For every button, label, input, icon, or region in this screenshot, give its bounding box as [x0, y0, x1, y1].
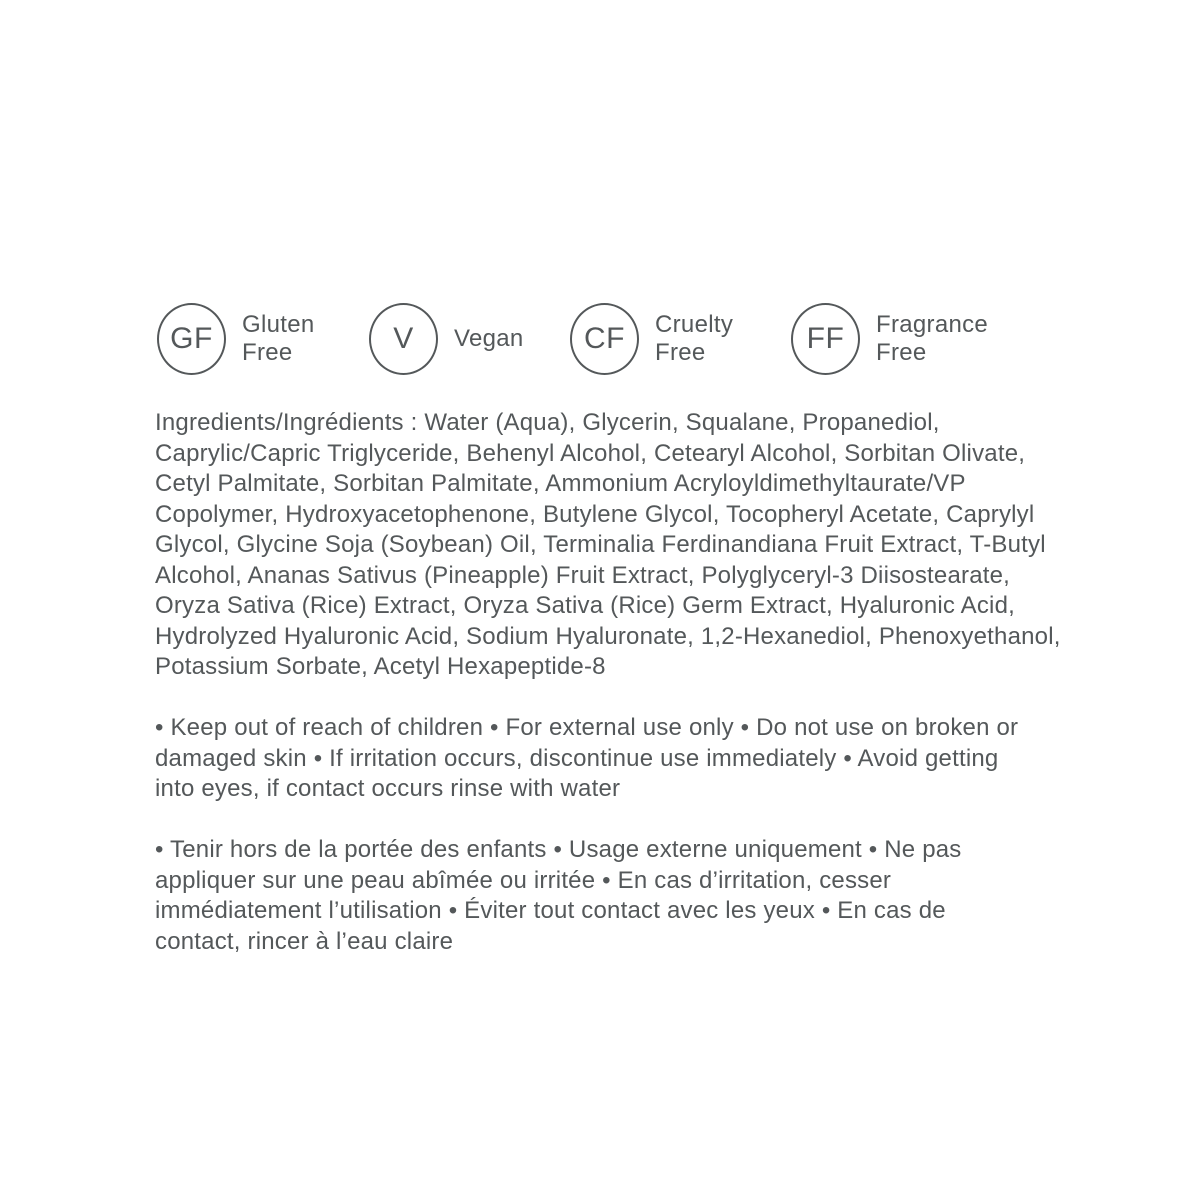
fragrance-free-icon	[791, 303, 860, 375]
fragrance-free-abbr: FF	[806, 322, 845, 355]
cruelty-free-icon	[570, 303, 639, 375]
fragrance-free-label: Fragrance Free	[876, 311, 989, 366]
vegan-icon	[369, 303, 438, 375]
vegan-label: Vegan	[454, 324, 524, 352]
cruelty-free-label: Cruelty Free	[655, 311, 734, 366]
badge-fragrance-free	[791, 302, 988, 375]
ingredients-list: Ingredients/Ingrédients : Water (Aqua), Glycerin, Squalane, Propanediol, Caprylic/Capric Triglyceride, Behenyl Alcohol, Cetearyl Alcohol, Sorbitan Olivate, Cetyl Palmitate, Sorbitan Palmitate, Ammonium Acryloyldimethyltaurate/VP Copolymer, Hydroxyacetophenone, Butylene Glycol, Tocopheryl Acetate, Caprylyl Glycol, Glycine Soja (Soybean) Oil, Terminalia Ferdinandiana Fruit Extract, T-Butyl Alcohol, Ananas Sativus (Pineapple) Fruit Extract, Polyglyceryl-3 Diisostearate, Oryza Sativa (Rice) Extract, Oryza Sativa (Rice) Germ Extract, Hyaluronic Acid, Hydrolyzed Hyaluronic Acid, Sodium Hyaluronate, 1,2-Hexanediol, Phenoxyethanol, Potassium Sorbate, Acetyl Hexapeptide-8	[155, 409, 1061, 680]
badge-gluten-free	[157, 302, 315, 375]
badge-vegan	[369, 302, 524, 375]
vegan-abbr: V	[393, 322, 414, 355]
cruelty-free-abbr: CF	[584, 322, 625, 355]
gluten-free-label: Gluten Free	[242, 311, 315, 366]
gluten-free-abbr: GF	[170, 322, 213, 355]
warnings-french: • Tenir hors de la portée des enfants • Usage externe uniquement • Ne pas appliquer sur une peau abîmée ou irritée • En cas d’irritation, cesser immédiatement l’utilisation • Éviter tout contact avec les yeux • En cas de contact, rincer à l’eau claire	[155, 836, 962, 955]
warnings-english: • Keep out of reach of children • For external use only • Do not use on broken or damaged skin • If irritation occurs, discontinue use immediately • Avoid getting into eyes, if contact occurs rinse with water	[155, 714, 1019, 802]
label-text-column	[155, 408, 1067, 957]
gluten-free-icon	[157, 303, 226, 375]
badge-cruelty-free	[570, 302, 733, 375]
